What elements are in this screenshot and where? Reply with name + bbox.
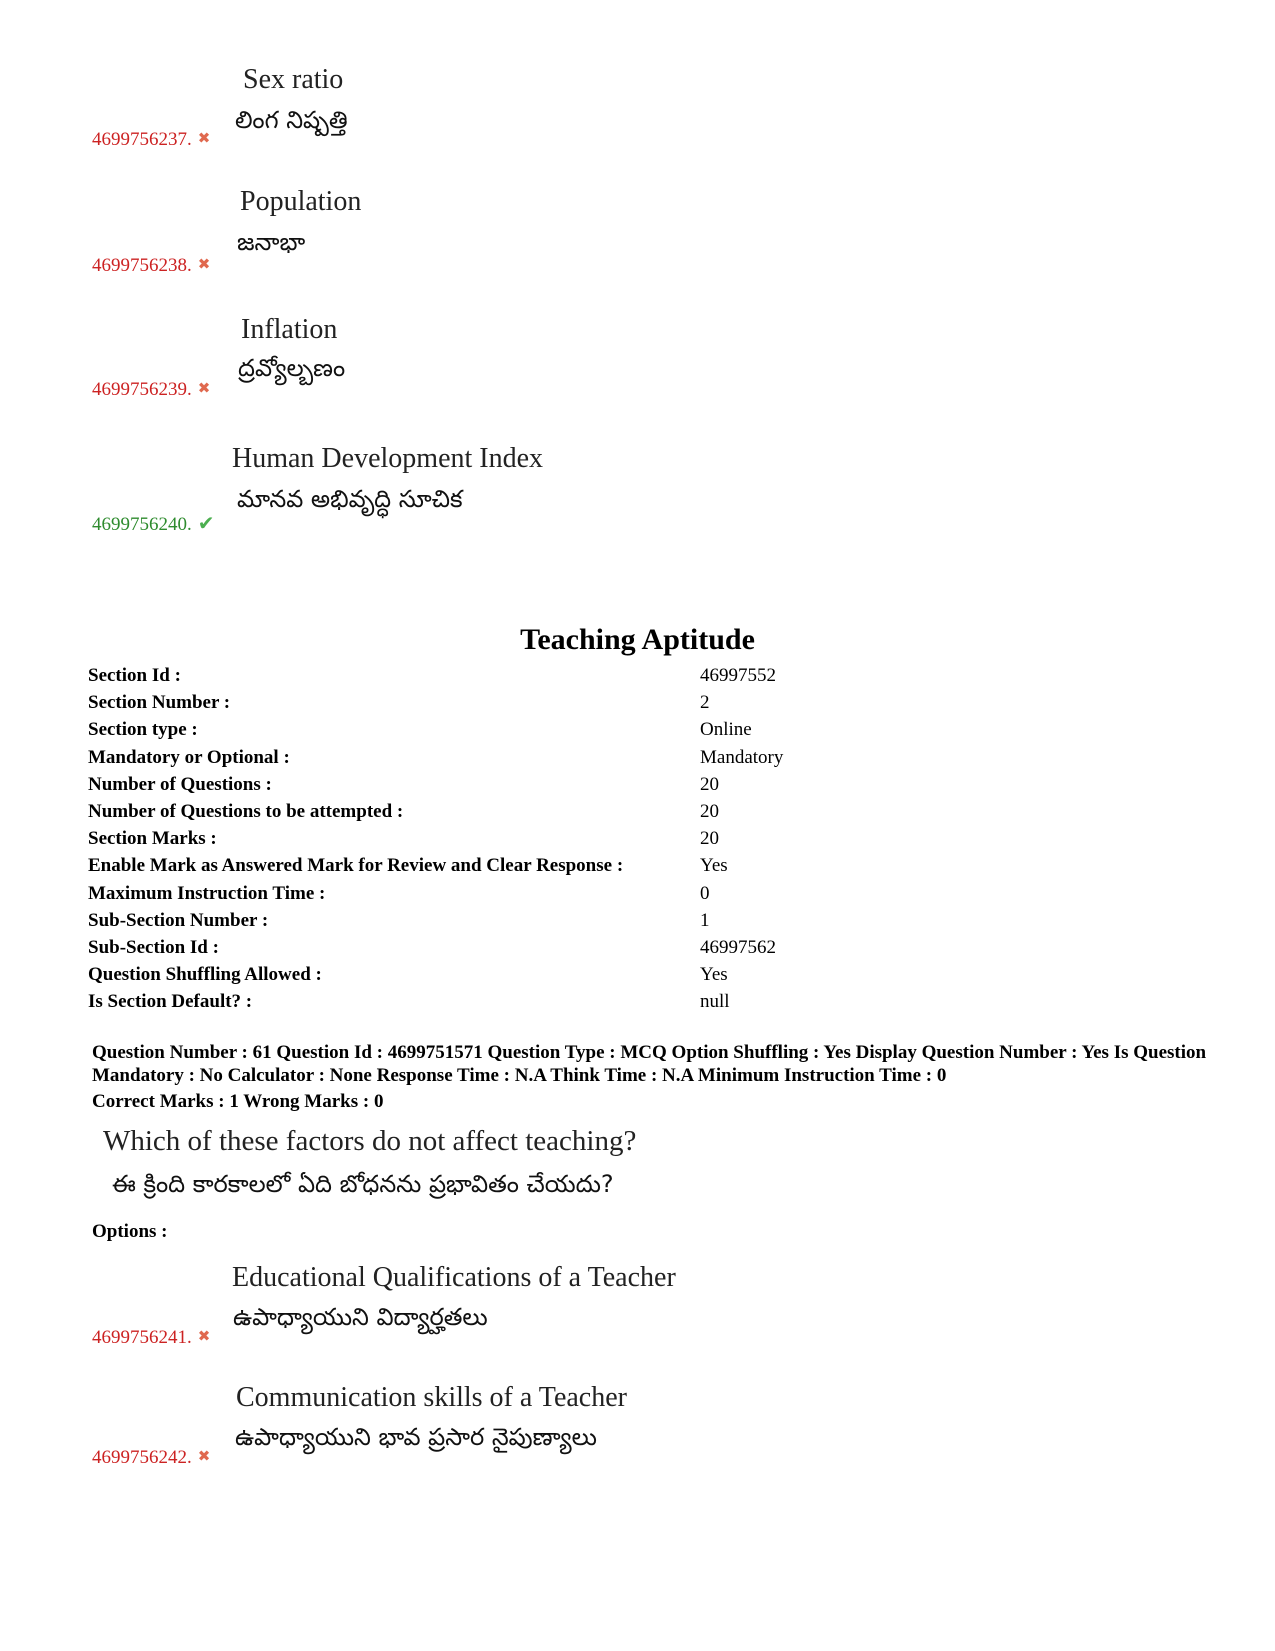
info-value: 20 bbox=[700, 828, 719, 850]
option-text-te: జనాభా bbox=[237, 228, 306, 256]
info-label: Section Id : bbox=[88, 665, 181, 687]
option-id-text: 4699756239. bbox=[92, 379, 192, 400]
question-text-en: Which of these factors do not affect teaching? bbox=[103, 1125, 637, 1157]
info-label: Question Shuffling Allowed : bbox=[88, 964, 322, 986]
info-value: 2 bbox=[700, 692, 710, 714]
option-id bbox=[92, 511, 215, 536]
option-id-text: 4699756238. bbox=[92, 255, 192, 276]
table-row bbox=[88, 961, 1188, 988]
option-text-te: ఉపాధ్యాయుని భావ ప్రసార నైపుణ్యాలు bbox=[235, 1423, 597, 1451]
option-id bbox=[92, 379, 210, 401]
info-value: 1 bbox=[700, 909, 710, 931]
question-meta: Question Number : 61 Question Id : 4699751571 Question Type : MCQ Option Shuffling : Yes Display Question Number : Yes Is Question Mandatory : No Calculator : None Response Time : N.A Think Time : N.A Minimum Instruction Time : 0 bbox=[92, 1042, 1207, 1086]
table-row bbox=[88, 744, 1188, 771]
option-id-text: 4699756241. bbox=[92, 1327, 192, 1348]
option-text-en: Educational Qualifications of a Teacher bbox=[232, 1262, 676, 1293]
info-label: Section Number : bbox=[88, 692, 231, 714]
table-row bbox=[88, 771, 1188, 798]
option-id-text: 4699756240. bbox=[92, 514, 192, 535]
info-label: Sub-Section Number : bbox=[88, 909, 269, 931]
option-id-text: 4699756242. bbox=[92, 1447, 192, 1468]
cross-icon: ✖ bbox=[197, 255, 211, 273]
question-text-te: ఈ క్రింది కారకాలలో ఏది బోధనను ప్రభావితం చేయదు? bbox=[112, 1170, 614, 1198]
cross-icon: ✖ bbox=[197, 129, 211, 147]
info-value: 20 bbox=[700, 773, 719, 795]
option-text-en: Human Development Index bbox=[232, 443, 544, 474]
info-value: Mandatory bbox=[700, 746, 784, 768]
info-label: Number of Questions : bbox=[88, 773, 272, 795]
table-row bbox=[88, 662, 1188, 689]
info-value: null bbox=[700, 991, 730, 1013]
table-row bbox=[88, 689, 1188, 716]
option-text-te: ఉపాధ్యాయుని విద్యార్హతలు bbox=[233, 1303, 488, 1331]
option-text-te: ద్రవ్యోల్బణం bbox=[238, 354, 346, 382]
option-id bbox=[92, 255, 210, 277]
cross-icon: ✖ bbox=[197, 379, 211, 397]
option-text-en: Population bbox=[240, 186, 362, 217]
table-row bbox=[88, 934, 1188, 961]
info-label: Section Marks : bbox=[88, 828, 217, 850]
section-title: Teaching Aptitude bbox=[520, 623, 755, 656]
question-marks: Correct Marks : 1 Wrong Marks : 0 bbox=[92, 1091, 384, 1112]
option-id bbox=[92, 1447, 210, 1469]
option-text-en: Communication skills of a Teacher bbox=[236, 1382, 627, 1413]
info-value: 46997562 bbox=[700, 936, 776, 958]
info-label: Mandatory or Optional : bbox=[88, 746, 290, 768]
table-row bbox=[88, 880, 1188, 907]
option-id bbox=[92, 129, 210, 151]
table-row bbox=[88, 852, 1188, 879]
table-row bbox=[88, 716, 1188, 743]
table-row bbox=[88, 907, 1188, 934]
table-row bbox=[88, 825, 1188, 852]
info-value: Yes bbox=[700, 855, 728, 877]
info-label: Is Section Default? : bbox=[88, 991, 253, 1013]
option-text-en: Sex ratio bbox=[243, 64, 344, 95]
cross-icon: ✖ bbox=[197, 1327, 211, 1345]
check-icon: ✔ bbox=[197, 511, 215, 535]
option-text-en: Inflation bbox=[241, 314, 338, 345]
info-value: Online bbox=[700, 719, 752, 741]
options-label: Options : bbox=[92, 1221, 168, 1242]
info-label: Section type : bbox=[88, 719, 198, 741]
option-text-te: మానవ అభివృద్ధి సూచిక bbox=[237, 485, 463, 513]
info-label: Number of Questions to be attempted : bbox=[88, 801, 404, 823]
info-label: Maximum Instruction Time : bbox=[88, 882, 326, 904]
info-value: 0 bbox=[700, 882, 710, 904]
table-row bbox=[88, 988, 1188, 1015]
info-value: 46997552 bbox=[700, 665, 776, 687]
info-value: Yes bbox=[700, 964, 728, 986]
info-label: Enable Mark as Answered Mark for Review and Clear Response : bbox=[88, 855, 624, 877]
info-label: Sub-Section Id : bbox=[88, 936, 219, 958]
option-id-text: 4699756237. bbox=[92, 129, 192, 150]
cross-icon: ✖ bbox=[197, 1447, 211, 1465]
option-text-te: లింగ నిష్పత్తి bbox=[235, 106, 348, 134]
info-value: 20 bbox=[700, 801, 719, 823]
table-row bbox=[88, 798, 1188, 825]
option-id bbox=[92, 1327, 210, 1349]
section-info-table bbox=[88, 662, 1188, 1015]
